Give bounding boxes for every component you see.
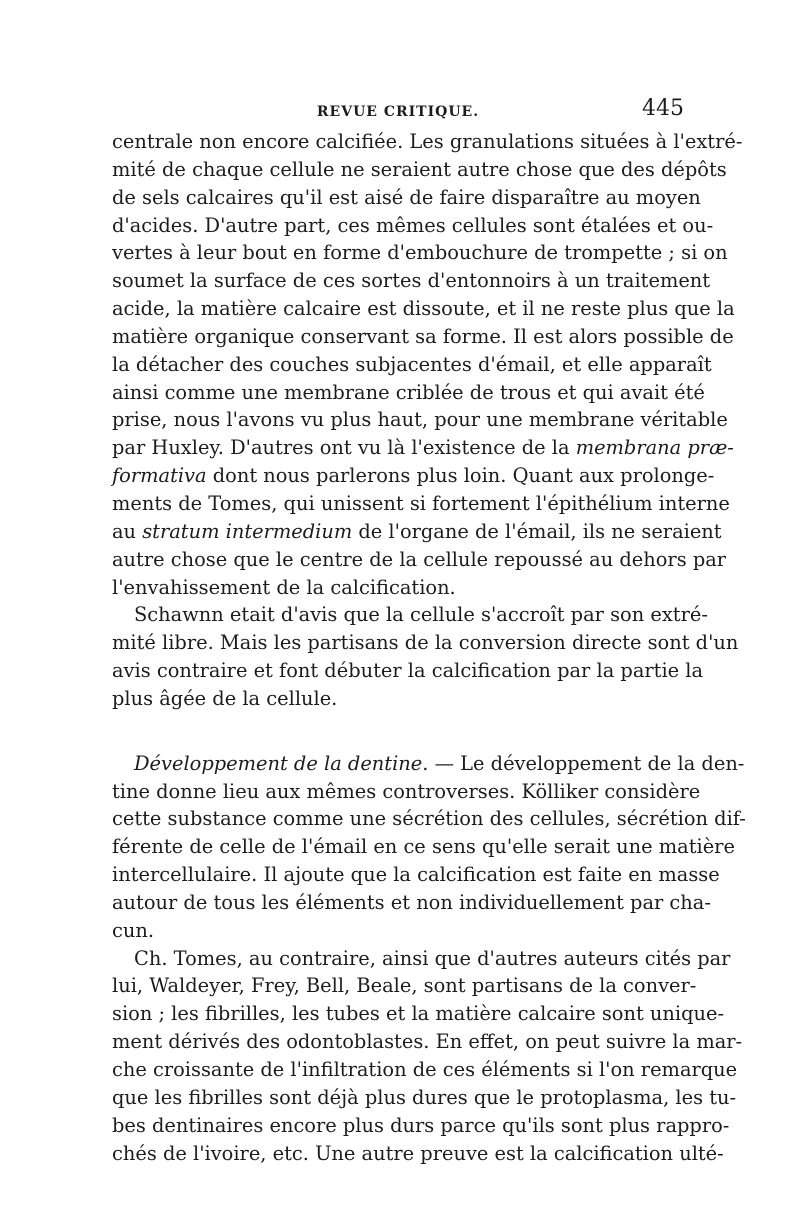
text-line: mité libre. Mais les partisans de la conversion directe sont d'un <box>112 631 739 655</box>
text-line: ainsi comme une membrane criblée de trous et qui avait été <box>112 380 705 404</box>
latin-term: stratum intermedium <box>142 519 353 543</box>
text-line: acide, la matière calcaire est dissoute, et il ne reste plus que la <box>112 297 735 321</box>
text-line <box>112 434 734 462</box>
section-heading: Développement de la dentine. <box>134 751 429 775</box>
text-line: bes dentinaires encore plus durs parce qu'ils sont plus rappro- <box>112 1113 730 1137</box>
text-line: autre chose que le centre de la cellule repoussé au dehors par <box>112 547 727 571</box>
text-line: cun. <box>112 918 155 942</box>
paragraph-4 <box>112 945 743 1168</box>
text-line: l'envahissement de la calcification. <box>112 575 456 599</box>
text-line: vertes à leur bout en forme d'embouchure de trompette ; si on <box>112 241 728 265</box>
text-line: d'acides. D'autre part, ces mêmes cellules sont étalées et ou- <box>112 213 714 237</box>
text-line: avis contraire et font débuter la calcification par la partie la <box>112 659 704 683</box>
body-text <box>112 128 746 1167</box>
page-number: 445 <box>642 96 684 121</box>
text-run: au <box>112 519 143 543</box>
text-line: centrale non encore calcifiée. Les granulations situées à l'extré- <box>112 130 743 153</box>
text-line: intercellulaire. Il ajoute que la calcification est faite en masse <box>112 863 720 887</box>
text-line: chés de l'ivoire, etc. Une autre preuve est la calcification ulté- <box>112 1141 724 1165</box>
text-line: férente de celle de l'émail en ce sens qu'elle serait une matière <box>112 835 735 859</box>
section-gap <box>112 713 684 750</box>
text-line <box>112 462 715 490</box>
text-line: autour de tous les éléments et non individuellement par cha- <box>112 890 711 914</box>
text-line: plus âgée de la cellule. <box>112 686 338 710</box>
text-line: ment dérivés des odontoblastes. En effet, on peut suivre la mar- <box>112 1030 743 1054</box>
text-line: cette substance comme une sécrétion des cellules, sécrétion dif- <box>112 807 746 831</box>
page-header <box>112 96 684 124</box>
text-line: matière organique conservant sa forme. Il est alors possible de <box>112 324 734 348</box>
text-line: Ch. Tomes, au contraire, ainsi que d'autres auteurs cités par <box>134 946 731 970</box>
text-line <box>112 750 745 778</box>
text-line: prise, nous l'avons vu plus haut, pour une membrane véritable <box>112 408 728 432</box>
text-line: lui, Waldeyer, Frey, Bell, Beale, sont partisans de la conver- <box>112 974 697 998</box>
text-run: — Le développement de la den- <box>428 751 745 775</box>
paragraph-2 <box>112 601 739 712</box>
text-line: la détacher des couches subjacentes d'émail, et elle apparaît <box>112 352 712 376</box>
text-line <box>112 518 722 546</box>
text-line: Schawnn etait d'avis que la cellule s'accroît par son extré- <box>134 603 708 627</box>
text-line: sion ; les fibrilles, les tubes et la matière calcaire sont unique- <box>112 1002 725 1026</box>
text-line: que les fibrilles sont déjà plus dures que le protoplasma, les tu- <box>112 1085 737 1109</box>
text-line: de sels calcaires qu'il est aisé de faire disparaître au moyen <box>112 185 701 209</box>
text-line: mité de chaque cellule ne seraient autre chose que des dépôts <box>112 157 727 181</box>
text-line: tine donne lieu aux mêmes controverses. Kölliker considère <box>112 779 701 803</box>
text-line: ments de Tomes, qui unissent si fortement l'épithélium interne <box>112 491 730 515</box>
paragraph-1 <box>112 128 743 601</box>
text-run: dont nous parlerons plus loin. Quant aux prolonge- <box>206 464 715 488</box>
running-title: REVUE CRITIQUE. <box>316 104 480 120</box>
text-line: soumet la surface de ces sortes d'entonnoirs à un traitement <box>112 269 711 293</box>
text-line: che croissante de l'infiltration de ces éléments si l'on remarque <box>112 1058 738 1081</box>
latin-term: formativa <box>112 464 207 488</box>
latin-term: membrana præ- <box>575 436 734 460</box>
text-run: de l'organe de l'émail, ils ne seraient <box>352 519 722 543</box>
paragraph-3 <box>112 750 746 945</box>
text-run: par Huxley. D'autres ont vu là l'existence de la <box>112 436 576 460</box>
